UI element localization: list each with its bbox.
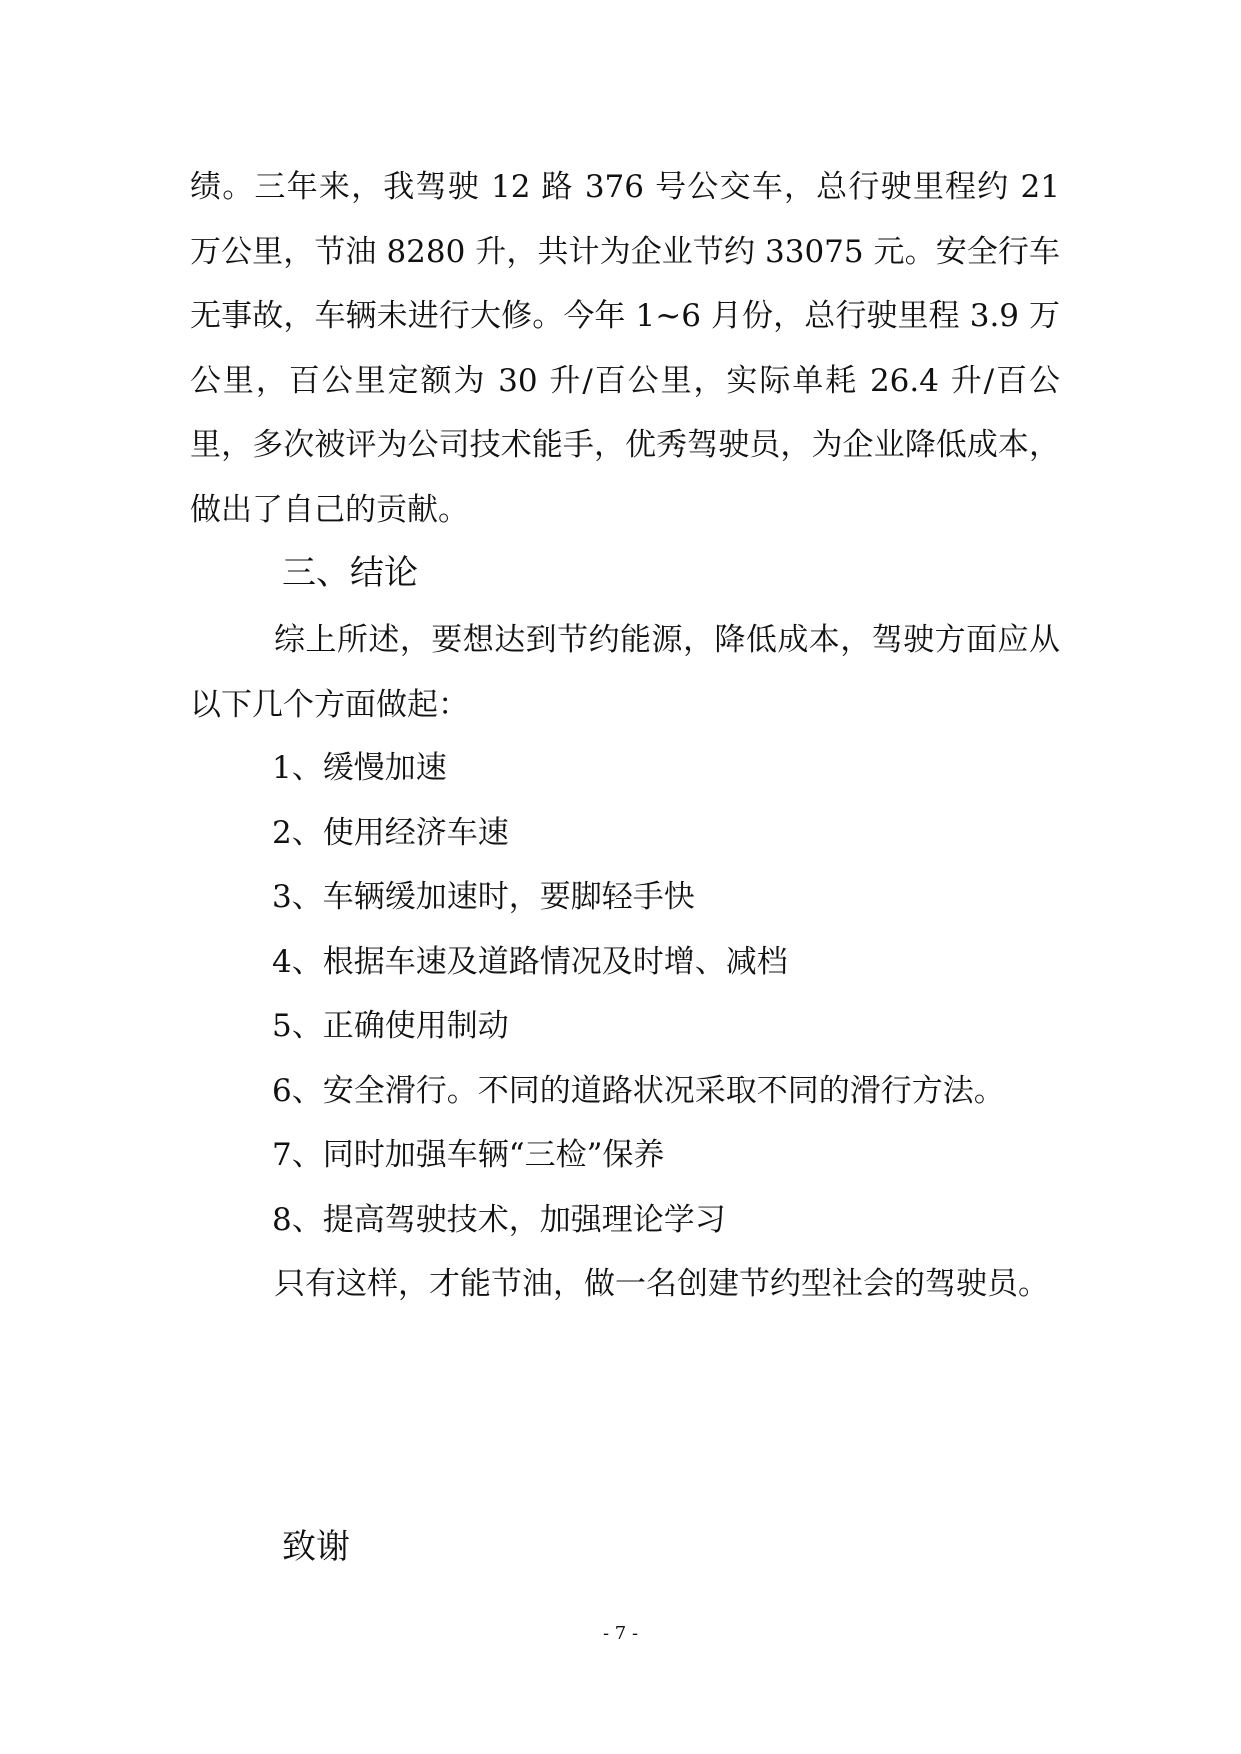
body-paragraph-closing: 只有这样，才能节油，做一名创建节约型社会的驾驶员。 <box>274 1266 1049 1302</box>
list-item: 6、安全滑行。不同的道路状况采取不同的滑行方法。 <box>272 1072 1005 1109</box>
section-heading-conclusion: 三、结论 <box>282 553 418 593</box>
list-item: 7、同时加强车辆“三检”保养 <box>272 1137 665 1173</box>
recommendation-list <box>272 736 1005 1252</box>
body-paragraph-results: 绩。三年来，我驾驶 12 路 376 号公交车，总行驶里程约 21 万公里，节油 8280 升，共计为企业节约 33075 元。安全行车无事故，车辆未进行大修。今年 1~6 月份，总行驶里程 3.9 万公里，百公里定额为 30 升/百公里，实际单耗 26.4 升/百公里，多次被评为公司技术能手，优秀驾驶员，为企业降低成本，做出了自己的贡献。 <box>190 169 1060 528</box>
list-item: 2、使用经济车速 <box>272 814 509 851</box>
list-item: 1、缓慢加速 <box>272 750 447 786</box>
list-item: 5、正确使用制动 <box>272 1008 509 1044</box>
body-paragraph-summary: 综上所述，要想达到节约能源，降低成本，驾驶方面应从以下几个方面做起： <box>190 622 1060 723</box>
list-item: 3、车辆缓加速时，要脚轻手快 <box>272 879 695 915</box>
list-item: 4、根据车速及道路情况及时增、减档 <box>272 943 788 980</box>
page-number: - 7 - <box>602 1623 639 1644</box>
section-heading-acknowledgements: 致谢 <box>282 1527 350 1567</box>
list-item: 8、提高驾驶技术，加强理论学习 <box>272 1201 726 1238</box>
